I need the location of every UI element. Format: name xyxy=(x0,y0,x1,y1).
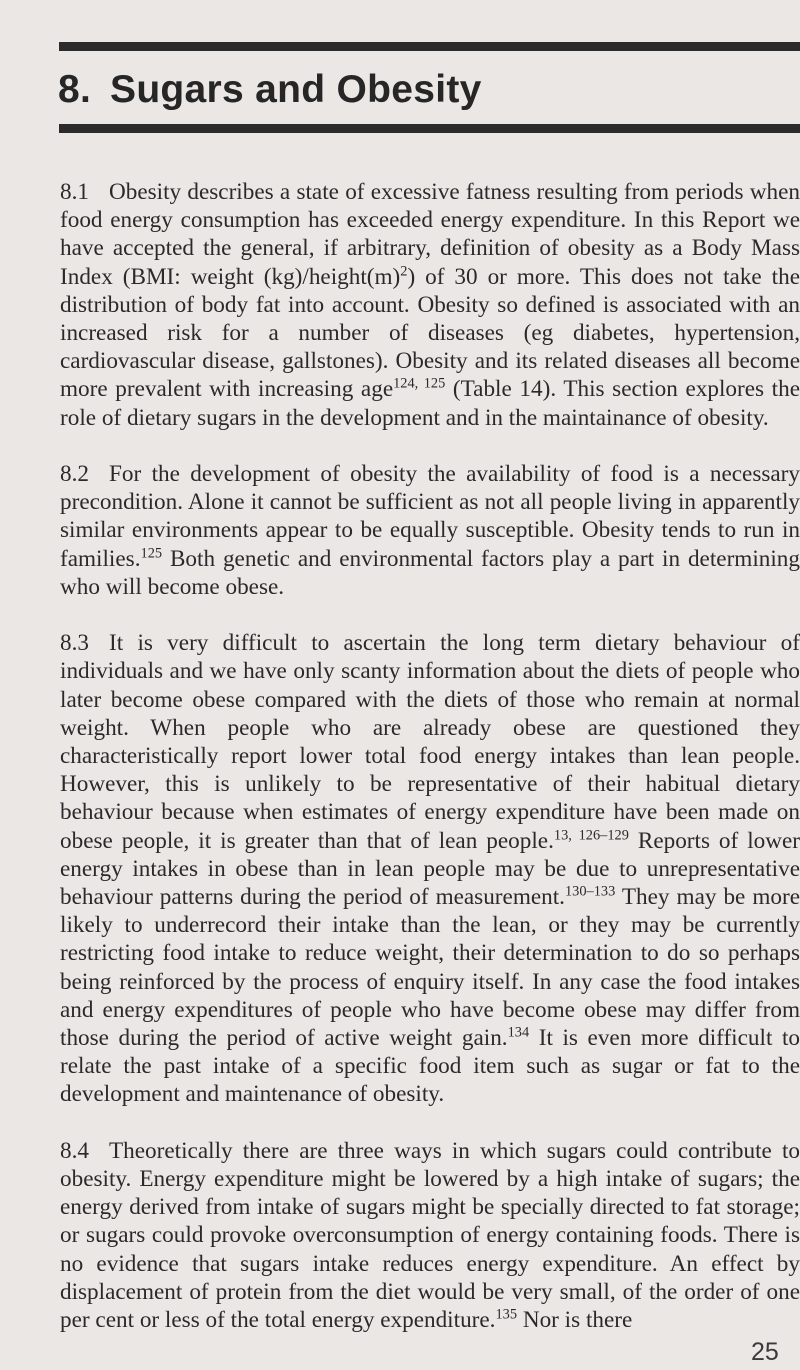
paragraph-number: 8.4 xyxy=(60,1137,89,1164)
body-text xyxy=(60,178,800,1362)
chapter-title: Sugars and Obesity xyxy=(110,68,482,111)
paragraph-text: It is very difficult to ascertain the long term dietary behaviour of individuals and we have only scanty information about the diets of people who later become obese compared with the diets of those who remain at normal weight. When people who are already obese are questioned they characteristically report lower total food energy intakes than lean people. However, this is unlikely to be representative of their habitual dietary behaviour because when estimates of energy expenditure have been made on obese people, it is greater than that of lean people. xyxy=(60,630,800,854)
citation-superscript: 125 xyxy=(140,545,163,562)
paragraph-number: 8.3 xyxy=(60,630,89,657)
paragraph-8-4 xyxy=(60,1137,800,1334)
paragraph-8-2 xyxy=(60,460,800,601)
paragraph-8-1 xyxy=(60,178,800,432)
paragraph-8-3 xyxy=(60,629,800,1108)
paragraph-text: Both genetic and environmental factors play a part in determining who will become obese. xyxy=(60,545,800,600)
citation-superscript: 134 xyxy=(507,1024,530,1041)
chapter-number: 8. xyxy=(58,68,92,111)
citation-superscript: 13, 126–129 xyxy=(553,827,629,844)
citation-superscript: 124, 125 xyxy=(393,376,446,393)
top-rule xyxy=(59,42,800,51)
citation-superscript: 2 xyxy=(400,263,408,280)
paragraph-text: It is even more difficult to relate the past intake of a specific food item such as sugar or fat to the development and maintenance of obesity. xyxy=(60,1025,800,1108)
paragraph-text: ) of 30 or more. This does not take the distribution of body fat into account. Obesity so defined is associated with an increased risk for a number of diseases (eg diabetes, hypertension, cardiovascular disease, gallstones). Obesity and its related diseases all become more prevalent with increasing age xyxy=(60,263,800,403)
bottom-rule xyxy=(59,124,800,133)
paragraph-text: They may be more likely to underrecord their intake than the lean, or they may be currently restricting food intake to reduce weight, their determination to do so perhaps being reinforced by the process of enquiry itself. In any case the food intakes and energy expenditures of people who have become obese may differ from those during the period of active weight gain. xyxy=(60,884,800,1052)
paragraph-number: 8.2 xyxy=(60,461,89,488)
page-number: 25 xyxy=(751,1338,779,1366)
paragraph-text: Nor is there xyxy=(517,1307,633,1334)
paragraph-number: 8.1 xyxy=(60,179,89,205)
citation-superscript: 135 xyxy=(495,1306,518,1323)
paragraph-text: For the development of obesity the availability of food is a necessary precondition. Alone it cannot be sufficient as not all people living in apparently similar environments appear to be equally susceptible. Obesity tends to run in families. xyxy=(60,461,800,572)
paragraph-text: Obesity describes a state of excessive fatness resulting from periods when food energy consumption has exceeded energy expenditure. In this Report we have accepted the general, if arbitrary, definition of obesity as a Body Mass Index (BMI: weight (kg)/height(m) xyxy=(60,179,800,290)
chapter-heading xyxy=(58,68,482,112)
paragraph-text: Theoretically there are three ways in which sugars could contribute to obesity. Energy expenditure might be lowered by a high intake of sugars; the energy derived from intake of sugars might be specially directed to fat storage; or sugars could provoke overconsumption of energy containing foods. There is no evidence that sugars intake reduces energy expenditure. An effect by displacement of protein from the diet would be very small, of the order of one per cent or less of the total energy expenditure. xyxy=(60,1137,800,1334)
paragraph-text: (Table 14). This section explores the role of dietary sugars in the development and in the maintainance of obesity. xyxy=(60,376,800,431)
citation-superscript: 130–133 xyxy=(564,883,616,900)
paragraph-text: Reports of lower energy intakes in obese than in lean people may be due to unrepresentative behaviour patterns during the period of measurement. xyxy=(60,827,800,911)
